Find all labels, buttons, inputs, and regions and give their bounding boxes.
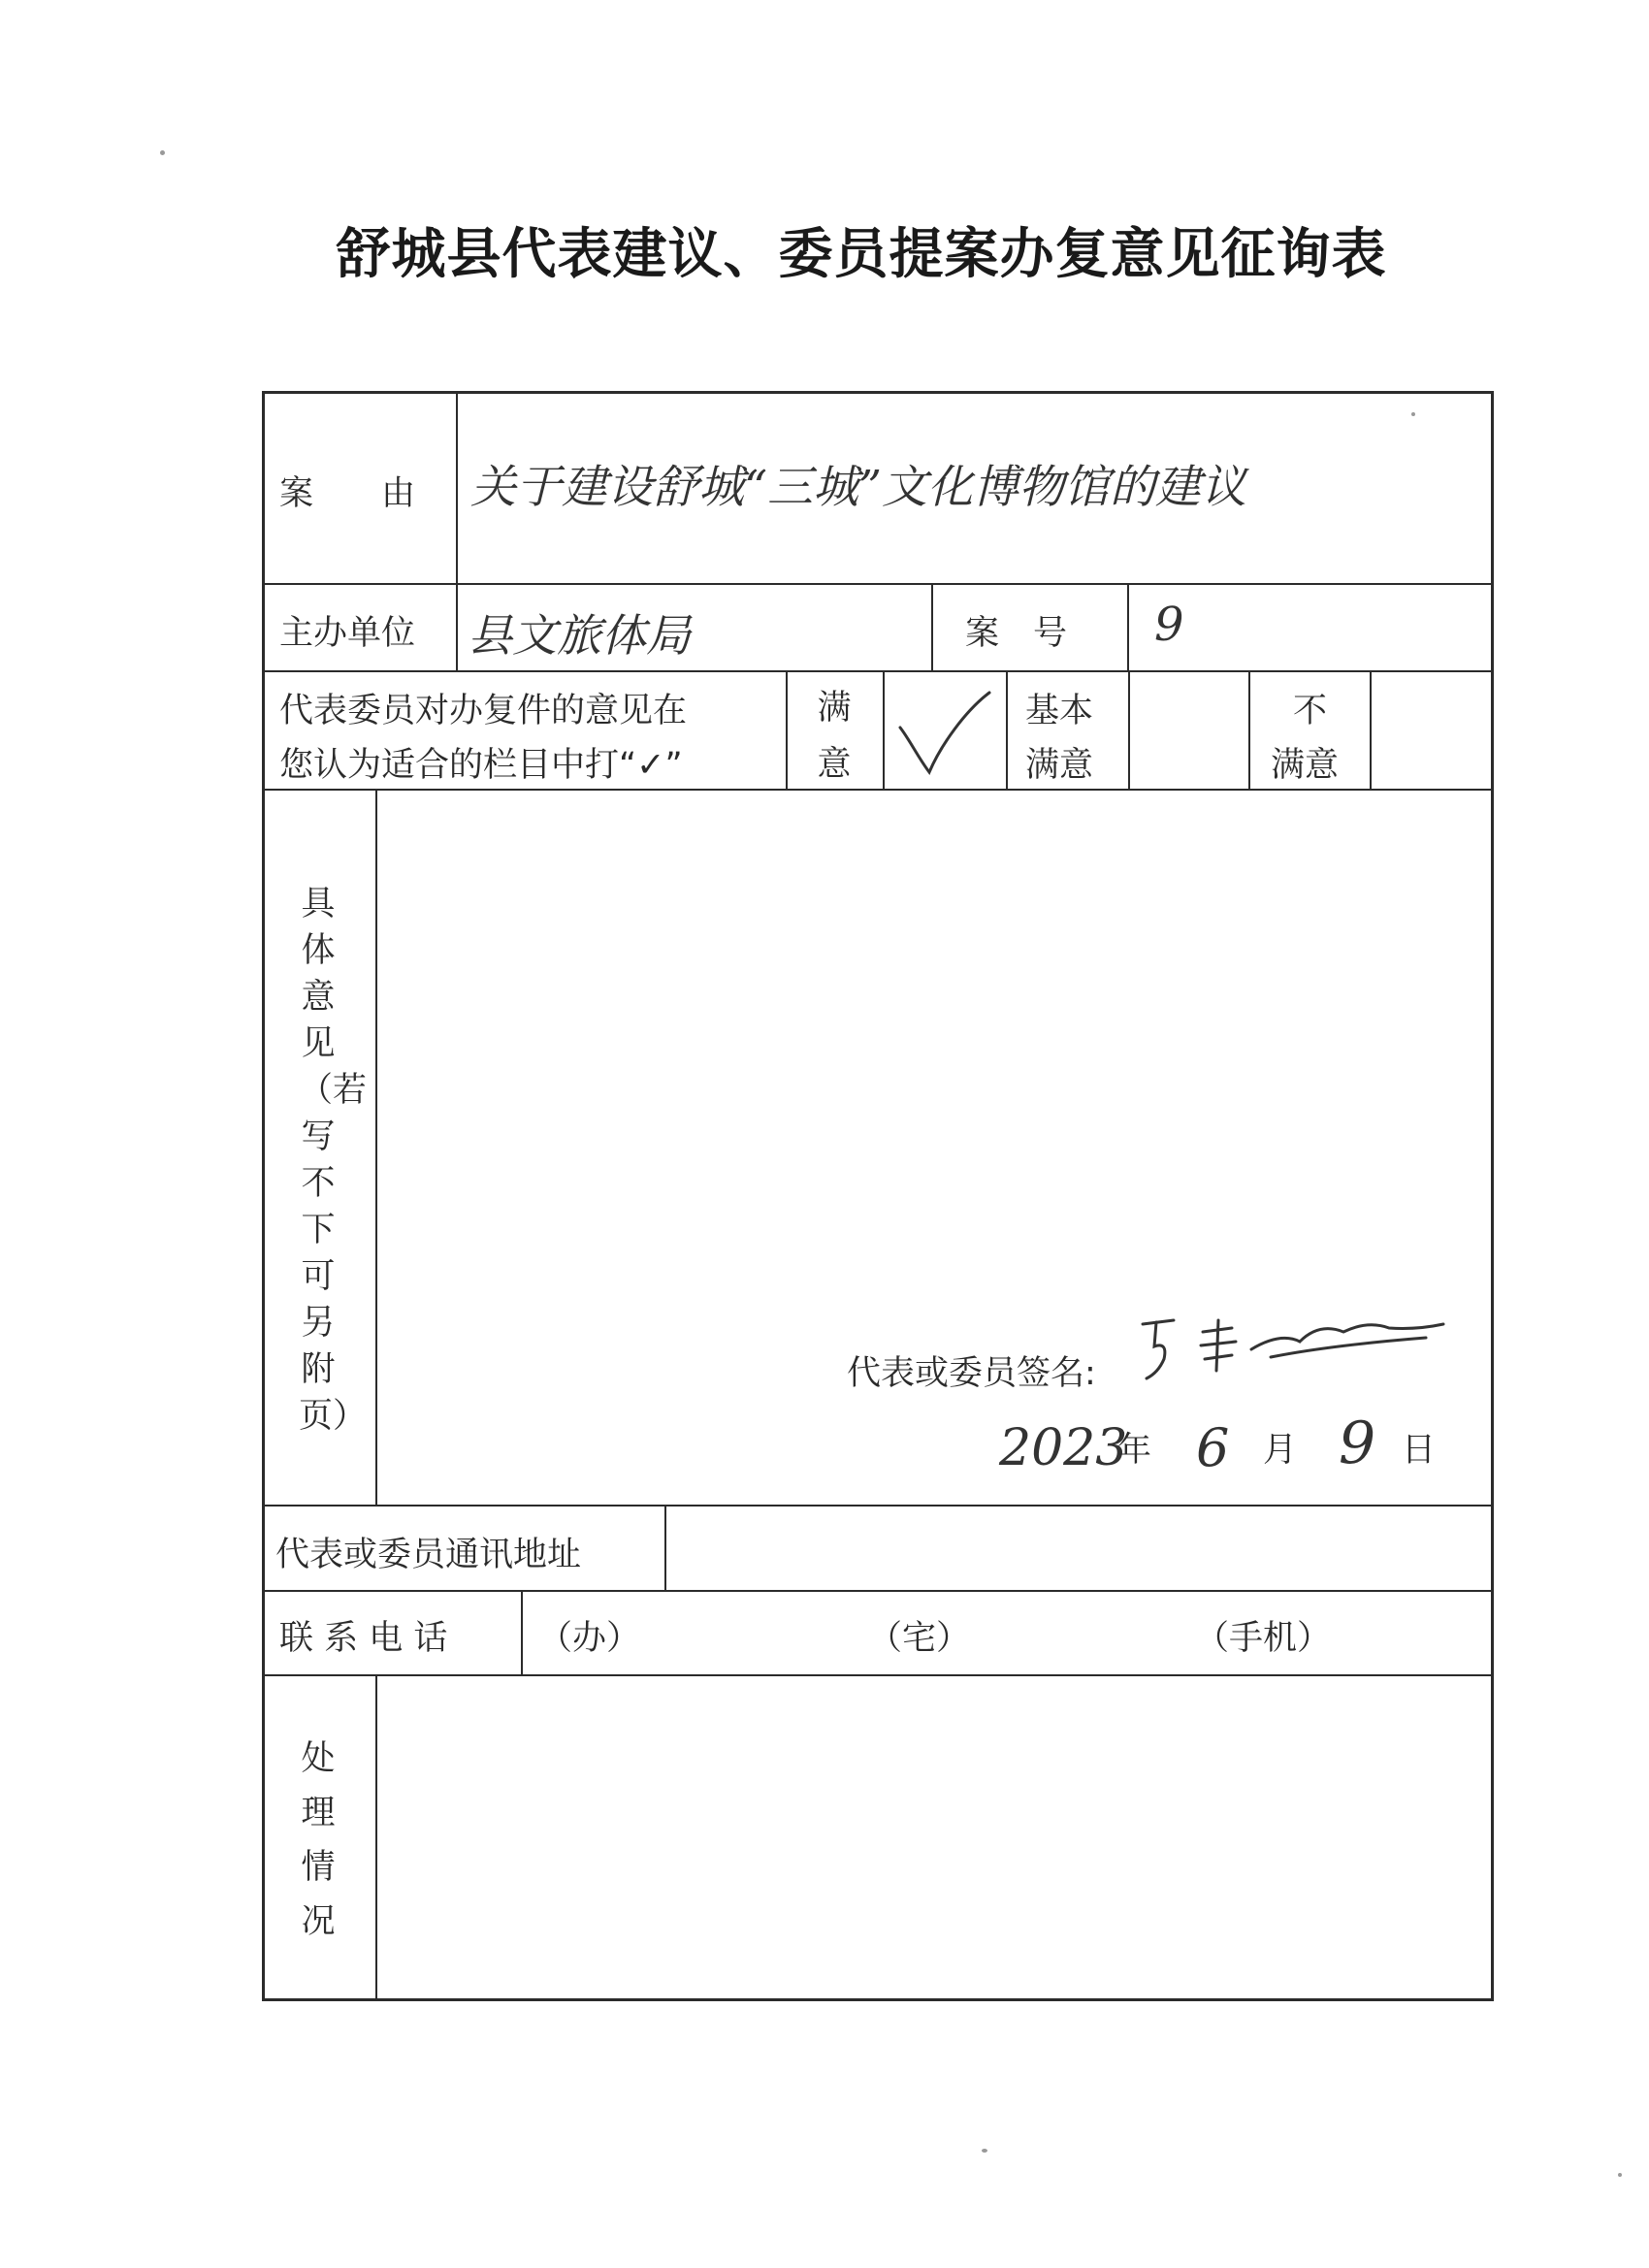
phone-home-label: （宅） xyxy=(868,1619,971,1658)
handwritten-signature-icon xyxy=(1135,1303,1455,1390)
date-month-suffix: 月 xyxy=(1263,1431,1298,1470)
case-number-value: 9 xyxy=(1154,598,1184,652)
case-number-label: 案 号 xyxy=(965,614,1068,653)
col-divider xyxy=(456,583,458,670)
scan-speck xyxy=(982,2149,987,2153)
col-divider xyxy=(521,1590,523,1674)
col-divider xyxy=(664,1505,666,1590)
satisfaction-prompt-line1: 代表委员对办复件的意见在 xyxy=(279,692,688,730)
scan-speck xyxy=(1411,412,1415,416)
row-divider xyxy=(262,1674,1492,1676)
col-divider xyxy=(375,789,377,1505)
row-divider xyxy=(262,1590,1492,1592)
case-reason-label: 案 由 xyxy=(279,474,416,513)
case-reason-value: 关于建设舒城“三城”文化博物馆的建议 xyxy=(470,461,1247,514)
phone-mobile-label: （手机） xyxy=(1195,1619,1332,1658)
address-label: 代表或委员通讯地址 xyxy=(275,1536,582,1574)
col-divider xyxy=(456,391,458,583)
col-divider xyxy=(786,670,788,789)
col-divider xyxy=(1127,583,1129,670)
opinion-label: 具体意见（若写不下可另附页） xyxy=(299,885,368,1436)
col-divider xyxy=(375,1674,377,1999)
satisfied-option-label: 满意 xyxy=(817,689,852,784)
org-label: 主办单位 xyxy=(279,614,416,653)
col-divider xyxy=(883,670,885,789)
org-value: 县文旅体局 xyxy=(468,609,691,662)
col-divider xyxy=(1006,670,1008,789)
basic-satisfied-label-line2: 满意 xyxy=(1025,746,1094,785)
scan-speck xyxy=(1618,2173,1622,2177)
basic-satisfied-label-line1: 基本 xyxy=(1025,692,1094,730)
unsatisfied-label-line2: 满意 xyxy=(1271,746,1340,785)
check-mark-icon xyxy=(892,687,999,779)
signature-label: 代表或委员签名: xyxy=(847,1354,1096,1393)
col-divider xyxy=(1370,670,1372,789)
table-frame xyxy=(262,391,1494,2001)
date-month: 6 xyxy=(1196,1417,1230,1478)
date-year-suffix: 年 xyxy=(1117,1431,1152,1470)
feedback-form-table xyxy=(262,391,1492,1999)
row-divider xyxy=(262,1505,1492,1507)
date-day-suffix: 日 xyxy=(1402,1431,1437,1470)
row-divider xyxy=(262,789,1492,791)
date-day: 9 xyxy=(1339,1409,1376,1477)
col-divider xyxy=(1128,670,1130,789)
phone-office-label: （办） xyxy=(538,1619,641,1658)
row-divider xyxy=(262,670,1492,672)
col-divider xyxy=(1248,670,1250,789)
row-divider xyxy=(262,583,1492,585)
scan-speck xyxy=(160,150,165,155)
satisfaction-prompt-line2: 您认为适合的栏目中打“✓” xyxy=(279,746,683,785)
phone-label: 联 系 电 话 xyxy=(279,1619,448,1658)
col-divider xyxy=(931,583,933,670)
date-year: 2023 xyxy=(999,1419,1128,1477)
handling-label: 处理情况 xyxy=(301,1739,336,1941)
unsatisfied-label-line1: 不 xyxy=(1293,692,1328,730)
form-title: 舒城县代表建议、委员提案办复意见征询表 xyxy=(336,222,1387,286)
